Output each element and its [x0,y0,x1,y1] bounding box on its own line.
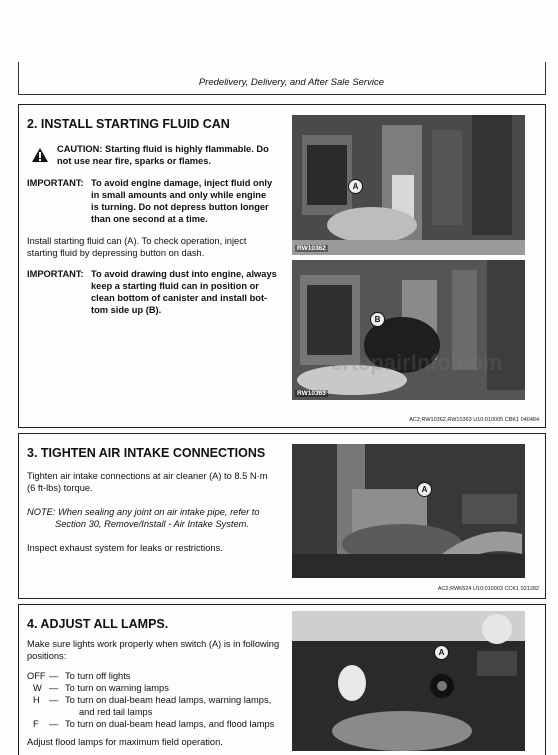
important-line: is turning. Do not depress button longer [91,202,269,212]
body-line: Install starting fluid can (A). To check operation, inject [27,236,247,246]
important-line: tom side up (B). [91,305,162,315]
body-line: Tighten air intake connections at air cleaner (A) to 8.5 N·m [27,471,268,481]
callout-a: A [434,645,449,660]
inspect-text: Inspect exhaust system for leaks or restrictions. [27,543,223,553]
important-label: IMPORTANT: [27,178,84,188]
engine-photo-illustration [292,444,525,578]
position-key: F [33,719,39,729]
callout-a: A [417,482,432,497]
photo-canister-bottom [292,260,525,400]
section-tighten-air-intake [18,433,546,599]
caution-line-2: not use near fire, sparks or flames. [57,156,211,166]
reference-code: AC2;RW10362,RW10363 U10;010005 CBK1 040484 [409,417,539,423]
section-adjust-lamps [18,604,546,755]
position-dash: — [49,695,59,705]
important-line: than one second at a time. [91,214,208,224]
position-desc: To turn on dual-beam head lamps, and flood lamps [65,719,275,729]
important-label: IMPORTANT: [27,269,84,279]
caution-line-1: CAUTION: Starting fluid is highly flammable. Do [57,144,269,154]
body-line: (6 ft-lbs) torque. [27,483,93,493]
photo-air-cleaner [292,444,525,578]
note-line: NOTE: When sealing any joint on air intake pipe, refer to [27,507,260,517]
photo-starting-fluid-can [292,115,525,255]
photo-tag: RW10363 [297,390,326,397]
callout-a: A [348,179,363,194]
note-line: Section 30, Remove/Install - Air Intake System. [55,519,249,529]
section-title: 3. TIGHTEN AIR INTAKE CONNECTIONS [27,446,266,460]
important-line: keep a starting fluid can in position or [91,281,259,291]
important-line: To avoid drawing dust into engine, always [91,269,277,279]
position-key: W [33,683,42,693]
flood-lamp-text: Adjust flood lamps for maximum field operation. [27,737,223,747]
reference-code: AC2;RW6524 U10;010003 CCK1 021282 [437,586,539,592]
position-key: H [33,695,40,705]
position-desc: and red tail lamps [79,707,153,717]
position-desc: To turn off lights [65,671,131,681]
position-desc: To turn on dual-beam head lamps, warning lamps, [65,695,272,705]
section-install-starting-fluid [18,104,546,428]
position-dash: — [49,671,59,681]
engine-photo-illustration [292,115,525,255]
dash-photo-illustration [292,611,525,751]
important-line: To avoid engine damage, inject fluid only [91,178,273,188]
body-line: starting fluid by depressing button on dash. [27,248,205,258]
photo-light-switch [292,611,525,751]
position-dash: — [49,719,59,729]
warning-triangle-icon [31,147,49,163]
position-desc: To turn on warning lamps [65,683,169,693]
callout-b: B [370,312,385,327]
position-key: OFF [27,671,46,681]
photo-tag: RW10362 [297,245,326,252]
engine-photo-illustration [292,260,525,400]
section-title: 4. ADJUST ALL LAMPS. [27,617,169,631]
page-header-title: Predelivery, Delivery, and After Sale Service [198,77,384,88]
watermark: eRepairInfo.com [330,350,503,375]
important-line: clean bottom of canister and install bot- [91,293,268,303]
position-dash: — [49,683,59,693]
body-line: Make sure lights work properly when switch (A) is in following [27,639,280,649]
body-line: positions: [27,651,67,661]
section-title: 2. INSTALL STARTING FLUID CAN [27,117,230,131]
important-line: in small amounts and only while engine [91,190,267,200]
